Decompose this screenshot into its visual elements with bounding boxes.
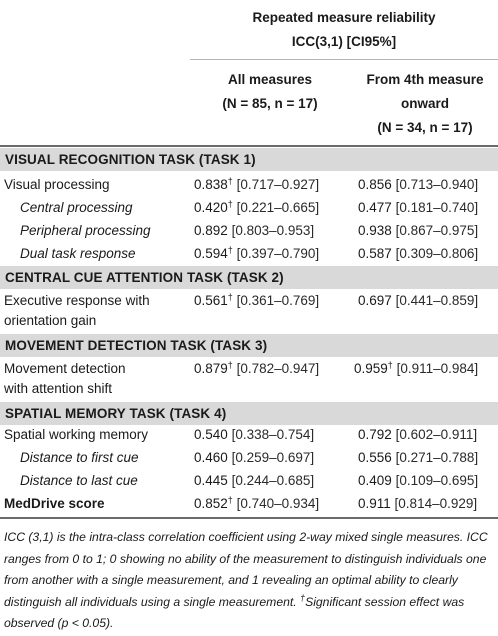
section-header-task3 [0, 334, 498, 357]
value-all-measures: 0.460 [0.259–0.697] [194, 450, 315, 465]
value-from-4th: 0.856 [0.713–0.940] [358, 177, 479, 192]
section-header-task4 [0, 402, 498, 425]
value-all-measures: 0.420† [0.221–0.665] [194, 199, 320, 215]
row-label: Distance to first cue [20, 450, 139, 465]
column-header-from-4th [352, 70, 498, 138]
col2-line2: onward [400, 96, 449, 111]
row-label: Distance to last cue [20, 473, 138, 488]
value-from-4th: 0.792 [0.602–0.911] [358, 427, 478, 442]
column-group-title [190, 8, 498, 52]
value-all-measures: 0.852† [0.740–0.934] [194, 495, 320, 511]
col2-line3: (N = 34, n = 17) [377, 120, 473, 135]
row-label: Visual processing [4, 177, 110, 192]
value-from-4th: 0.697 [0.441–0.859] [358, 293, 479, 308]
row-label: Peripheral processing [20, 223, 151, 238]
row-label: Central processing [20, 200, 133, 215]
significance-mark: † [387, 360, 393, 370]
value-all-measures: 0.445 [0.244–0.685] [194, 473, 315, 488]
row-label-line1: Executive response with [4, 293, 150, 308]
value-from-4th: 0.587 [0.309–0.806] [358, 246, 479, 261]
row-label-line1: Movement detection [4, 361, 126, 376]
significance-mark: † [227, 292, 233, 302]
footnote-significance: Significant session effect was observed (p < 0.05). [4, 594, 465, 631]
row-label: Dual task response [20, 246, 136, 261]
value-from-4th: 0.959† [0.911–0.984] [354, 360, 479, 376]
value-all-measures: 0.879† [0.782–0.947] [194, 360, 320, 376]
value-from-4th: 0.938 [0.867–0.975] [358, 223, 479, 238]
row-label-line2: with attention shift [4, 381, 113, 396]
value-from-4th: 0.911 [0.814–0.929] [358, 496, 478, 511]
value-all-measures: 0.892 [0.803–0.953] [194, 223, 315, 238]
significance-mark: † [227, 245, 233, 255]
section-header-task1 [0, 148, 498, 171]
col1-line1: All measures [227, 72, 313, 87]
table-row [0, 358, 498, 402]
col1-line2: (N = 85, n = 17) [222, 96, 318, 111]
value-all-measures: 0.594† [0.397–0.790] [194, 245, 320, 261]
header-divider [190, 59, 498, 60]
value-from-4th: 0.556 [0.271–0.788] [358, 450, 479, 465]
table-row [0, 290, 498, 334]
value-from-4th: 0.409 [0.109–0.695] [358, 473, 479, 488]
group-title-line1: Repeated measure reliability [252, 10, 436, 25]
col2-line1: From 4th measure [366, 72, 484, 87]
row-label-line2: orientation gain [4, 313, 97, 328]
group-title-line2: ICC(3,1) [CI95%] [291, 34, 397, 49]
section-title: MOVEMENT DETECTION TASK (TASK 3) [5, 338, 268, 353]
section-title: VISUAL RECOGNITION TASK (TASK 1) [5, 152, 256, 167]
value-all-measures: 0.561† [0.361–0.769] [194, 292, 320, 308]
column-header-all-measures [190, 70, 350, 114]
significance-mark: † [227, 495, 233, 505]
table-footnote [4, 527, 496, 635]
row-label: Spatial working memory [4, 427, 149, 442]
footnote-text: ICC (3,1) is the intra-class correlation coefficient using 2-way mixed single measures. ICC ranges from 0 to 1; 0 showing no ability of the measurement to distinguish individuals one from another with a single measurement, and 1 revealing an optimal ability to clearly distinguish all individuals using a single measurement. [4, 530, 488, 609]
value-all-measures: 0.838† [0.717–0.927] [194, 176, 320, 192]
significance-mark: † [300, 592, 306, 603]
section-title: SPATIAL MEMORY TASK (TASK 4) [5, 406, 227, 421]
row-label: MedDrive score [4, 496, 105, 511]
value-from-4th: 0.477 [0.181–0.740] [358, 200, 479, 215]
significance-mark: † [227, 176, 233, 186]
section-header-task2 [0, 266, 498, 289]
significance-mark: † [227, 360, 233, 370]
value-all-measures: 0.540 [0.338–0.754] [194, 427, 315, 442]
section-title: CENTRAL CUE ATTENTION TASK (TASK 2) [5, 270, 284, 285]
table-bottom-rule [0, 517, 498, 519]
header-bottom-rule [0, 145, 498, 147]
significance-mark: † [227, 199, 233, 209]
